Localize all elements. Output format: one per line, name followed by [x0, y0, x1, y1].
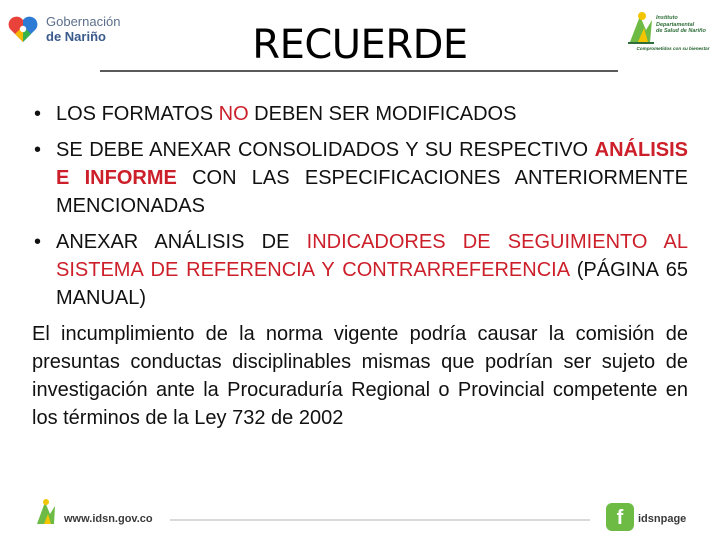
- bullet-dot: •: [34, 103, 42, 125]
- title-underline: [100, 70, 618, 72]
- bullet3-text-c: (PÁGINA 65 MANUAL): [56, 259, 688, 309]
- bullet-dot: •: [34, 231, 42, 253]
- bullet3-text-a: ANEXAR ANÁLISIS DE: [56, 231, 307, 253]
- page-title: RECUERDE: [252, 22, 468, 68]
- facebook-icon[interactable]: f: [606, 503, 634, 531]
- legal-paragraph: El incumplimiento de la norma vigente podría causar la comisión de presuntas conductas disciplinables mismas que podrían ser sujeto de investigación ante la Procuraduría Regional o Provincial competente en los términos de la Ley 732 de 2002: [32, 323, 688, 429]
- gobernacion-line1: Gobernación: [46, 14, 121, 29]
- bullet-item: [32, 136, 688, 220]
- gobernacion-line2: de Nariño: [46, 29, 106, 44]
- bullet2-text-c: CON LAS ESPECIFICACIONES ANTERIORMENTE MENCIONADAS: [56, 167, 688, 217]
- bullet-item: [32, 228, 688, 312]
- footer-divider: [170, 519, 590, 521]
- bullet2-emphasis: ANÁLISIS E INFORME: [56, 139, 688, 189]
- website-link[interactable]: www.idsn.gov.co: [64, 513, 153, 525]
- bullet2-text-a: SE DEBE ANEXAR CONSOLIDADOS Y SU RESPECTIVO: [56, 139, 595, 161]
- idsn-line2: Departamental: [656, 21, 695, 28]
- bullet1-text-a: LOS FORMATOS: [56, 103, 219, 125]
- bullet1-emphasis: NO: [218, 103, 249, 125]
- bullet1-text-c: DEBEN SER MODIFICADOS: [248, 103, 517, 125]
- bullet-dot: •: [34, 139, 42, 161]
- idsn-footer-logo-icon: [34, 496, 62, 530]
- idsn-line1: Instituto: [656, 15, 678, 21]
- bullet-item: [32, 100, 688, 128]
- idsn-line3: de Salud de Nariño: [656, 28, 706, 34]
- bullet3-emphasis: INDICADORES DE SEGUIMIENTO AL SISTEMA DE REFERENCIA Y CONTRARREFERENCIA: [56, 231, 688, 281]
- facebook-page-link[interactable]: idsnpage: [638, 513, 687, 525]
- idsn-tagline: Comprometidos con su bienestar: [636, 46, 710, 51]
- content-body: [32, 100, 688, 432]
- idsn-name: [656, 15, 718, 35]
